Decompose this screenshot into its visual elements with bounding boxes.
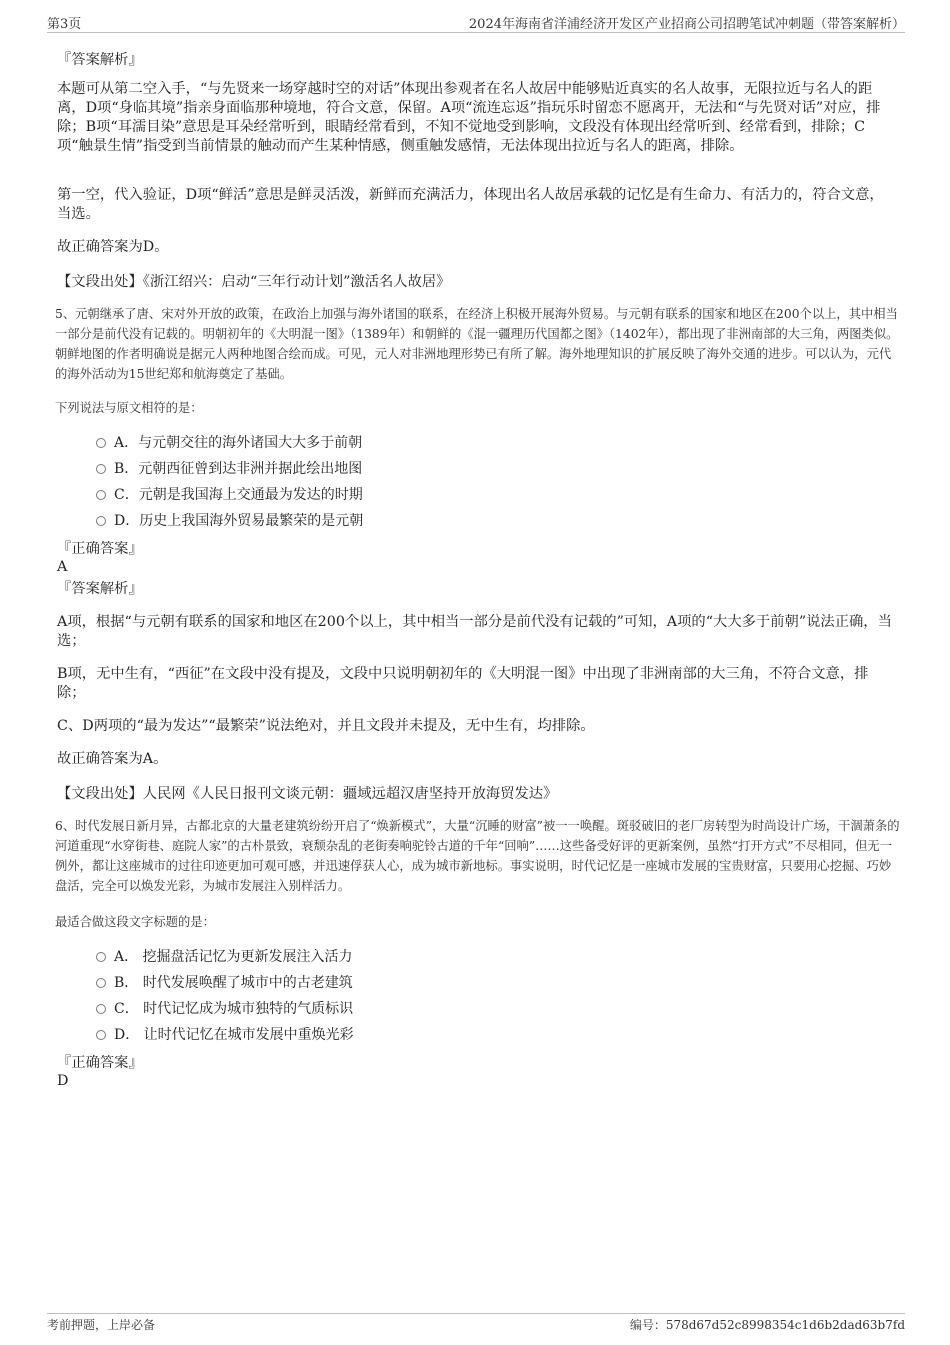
q5-question: 下列说法与原文相符的是： — [55, 401, 203, 415]
q6-answer: D — [57, 1073, 69, 1089]
q6-option-c[interactable] — [96, 999, 353, 1019]
q5-option-a[interactable] — [96, 433, 362, 453]
q6-option-b[interactable] — [96, 973, 353, 993]
q5-source: 【文段出处】人民网《人民日报刊文谈元朝：疆域远超汉唐坚持开放海贸发达》 — [57, 786, 558, 802]
option-label: A．与元朝交往的海外诸国大大多于前朝 — [114, 435, 363, 451]
q5-analysis-paragraph-1: A项，根据“与元朝有联系的国家和地区在200个以上，其中相当一部分是前代没有记载的”可知，A项的“大大多于前朝”说法正确，当选； — [57, 614, 892, 649]
q6-question: 最适合做这段文字标题的是： — [55, 915, 215, 929]
q5-analysis-paragraph-2: B项，无中生有，“西征”在文段中没有提及，文段中只说明朝初年的《大明混一图》中出现了非洲南部的大三角，不符合文意，排除； — [57, 666, 869, 701]
q4-analysis-paragraph-1: 本题可从第二空入手，“与先贤来一场穿越时空的对话”体现出参观者在名人故居中能够贴近真实的名人故事，无限拉近与名人的距离，D项“身临其境”指亲身面临那种境地，符合文意，保留。A项“流连忘返”指玩乐时留恋不愿离开，无法和“与先贤对话”对应，排除；B项“耳濡目染”意思是耳朵经常听到，眼睛经常看到，不知不觉地受到影响，文段没有体现出经常听到、经常看到，排除；C项“触景生情”指受到当前情景的触动而产生某种情感，侧重触发感情，无法体现出拉近与名人的距离，排除。 — [57, 81, 881, 154]
option-label: A． 挖掘盘活记忆为更新发展注入活力 — [114, 949, 353, 965]
document-title: 2024年海南省洋浦经济开发区产业招商公司招聘笔试冲刺题（带答案解析） — [468, 17, 905, 32]
option-label: B．元朝西征曾到达非洲并据此绘出地图 — [114, 461, 363, 477]
q4-analysis-paragraph-2: 第一空，代入验证，D项“鲜活”意思是鲜灵活泼，新鲜而充满活力，体现出名人故居承载的记忆是有生命力、有活力的，符合文意，当选。 — [57, 187, 884, 222]
radio-button[interactable] — [96, 952, 106, 962]
page-number: 第3页 — [47, 17, 82, 32]
footer-slogan: 考前押题，上岸必备 — [47, 1318, 156, 1332]
radio-button[interactable] — [96, 464, 106, 474]
q5-option-b[interactable] — [96, 459, 362, 479]
q6-option-d[interactable] — [96, 1025, 354, 1045]
q4-source: 【文段出处】《浙江绍兴：启动“三年行动计划”激活名人故居》 — [57, 274, 451, 290]
document-serial-number: 编号：578d67d52c8998354c1d6b2dad63b7fd — [629, 1318, 905, 1332]
radio-button[interactable] — [96, 1030, 106, 1040]
q6-option-a[interactable] — [96, 947, 353, 967]
option-label: B． 时代发展唤醒了城市中的古老建筑 — [114, 975, 353, 991]
radio-button[interactable] — [96, 1004, 106, 1014]
page-header — [47, 10, 905, 33]
q5-answer-heading: 『正确答案』 — [57, 541, 143, 557]
q5-analysis-heading: 『答案解析』 — [57, 581, 143, 597]
q5-option-c[interactable] — [96, 485, 363, 505]
q5-option-d[interactable] — [96, 511, 363, 531]
q5-analysis-paragraph-3: C、D两项的“最为发达”“最繁荣”说法绝对，并且文段并未提及，无中生有，均排除。 — [57, 718, 595, 734]
page-footer — [47, 1313, 905, 1336]
option-label: C． 时代记忆成为城市独特的气质标识 — [114, 1001, 354, 1017]
radio-button[interactable] — [96, 438, 106, 448]
q4-analysis-paragraph-3: 故正确答案为D。 — [57, 239, 169, 255]
q6-answer-heading: 『正确答案』 — [57, 1055, 143, 1071]
radio-button[interactable] — [96, 516, 106, 526]
q6-passage: 6、时代发展日新月异，古都北京的大量老建筑纷纷开启了“焕新模式”，大量“沉睡的财富”被一一唤醒。斑驳破旧的老厂房转型为时尚设计广场，干涸萧条的河道重现“水穿街巷、庭院人家”的古朴景致，衰颓杂乱的老街奏响驼铃古道的千年“回响”……这些备受好评的更新案例，虽然“打开方式”不尽相同，但无一例外，都让这座城市的过往印迹更加可观可感，并迅速俘获人心，成为城市新地标。事实说明，时代记忆是一座城市发展的宝贵财富，只要用心挖掘、巧妙盘活，完全可以焕发光彩，为城市发展注入别样活力。 — [55, 819, 900, 893]
q5-passage: 5、元朝继承了唐、宋对外开放的政策，在政治上加强与海外诸国的联系，在经济上积极开展海外贸易。与元朝有联系的国家和地区在200个以上，其中相当一部分是前代没有记载的。明朝初年的《大明混一图》（1389年）和朝鲜的《混一疆理历代国都之图》（1402年），都出现了非洲南部的大三角，两图类似。朝鲜地图的作者明确说是据元人两种地图合绘而成。可见，元人对非洲地理形势已有所了解。海外地理知识的扩展反映了海外交通的进步。可以认为，元代的海外活动为15世纪郑和航海奠定了基础。 — [55, 307, 899, 381]
option-label: D． 让时代记忆在城市发展中重焕光彩 — [114, 1027, 354, 1043]
q4-analysis-heading: 『答案解析』 — [57, 52, 143, 68]
option-label: C．元朝是我国海上交通最为发达的时期 — [114, 487, 363, 503]
option-label: D．历史上我国海外贸易最繁荣的是元朝 — [114, 513, 364, 529]
q5-answer: A — [57, 559, 68, 575]
q5-analysis-paragraph-4: 故正确答案为A。 — [57, 751, 168, 767]
radio-button[interactable] — [96, 978, 106, 988]
radio-button[interactable] — [96, 490, 106, 500]
